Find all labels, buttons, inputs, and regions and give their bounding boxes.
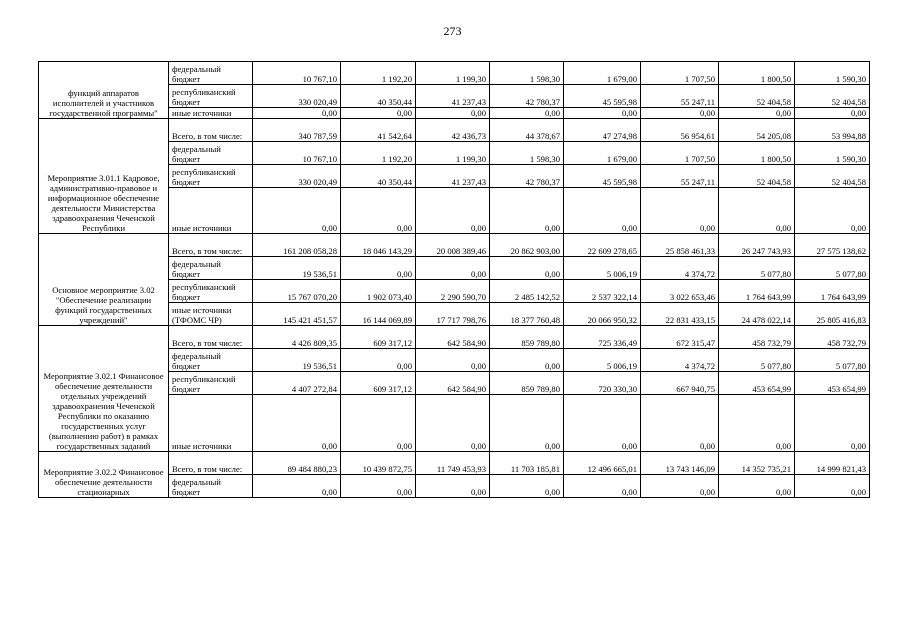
amount-cell: 0,00 xyxy=(416,475,490,498)
amount-cell: 3 022 653,46 xyxy=(641,280,719,303)
amount-cell: 11 703 185,81 xyxy=(490,452,564,475)
amount-cell: 52 404,58 xyxy=(795,165,870,188)
amount-cell: 0,00 xyxy=(795,108,870,119)
funding-source: республиканский бюджет xyxy=(169,280,253,303)
amount-cell: 0,00 xyxy=(253,188,341,234)
amount-cell: 0,00 xyxy=(795,475,870,498)
amount-cell: 12 496 665,01 xyxy=(564,452,641,475)
amount-cell: 0,00 xyxy=(416,108,490,119)
amount-cell: 0,00 xyxy=(253,395,341,452)
amount-cell: 642 584,90 xyxy=(416,372,490,395)
amount-cell: 10 439 872,75 xyxy=(341,452,416,475)
amount-cell: 55 247,11 xyxy=(641,85,719,108)
funding-source: республиканский бюджет xyxy=(169,165,253,188)
amount-cell: 0,00 xyxy=(416,395,490,452)
amount-cell: 5 077,80 xyxy=(795,349,870,372)
table-row xyxy=(39,326,870,349)
activity-description: Основное мероприятие 3.02 "Обеспечение реализации функций государственных учреждений" xyxy=(39,234,169,326)
amount-cell: 609 317,12 xyxy=(341,326,416,349)
amount-cell: 453 654,99 xyxy=(795,372,870,395)
amount-cell: 47 274,98 xyxy=(564,119,641,142)
amount-cell: 4 426 809,35 xyxy=(253,326,341,349)
amount-cell: 0,00 xyxy=(253,108,341,119)
amount-cell: 56 954,61 xyxy=(641,119,719,142)
amount-cell: 609 317,12 xyxy=(341,372,416,395)
amount-cell: 20 862 903,00 xyxy=(490,234,564,257)
funding-source: иные источники xyxy=(169,395,253,452)
funding-source: Всего, в том числе: xyxy=(169,452,253,475)
amount-cell: 859 789,80 xyxy=(490,326,564,349)
amount-cell: 0,00 xyxy=(416,349,490,372)
amount-cell: 25 858 461,33 xyxy=(641,234,719,257)
amount-cell: 4 407 272,84 xyxy=(253,372,341,395)
amount-cell: 19 536,51 xyxy=(253,349,341,372)
amount-cell: 1 598,30 xyxy=(490,62,564,85)
amount-cell: 10 767,10 xyxy=(253,62,341,85)
amount-cell: 40 350,44 xyxy=(341,165,416,188)
amount-cell: 25 805 416,83 xyxy=(795,303,870,326)
amount-cell: 0,00 xyxy=(719,395,795,452)
amount-cell: 1 800,50 xyxy=(719,142,795,165)
amount-cell: 330 020,49 xyxy=(253,85,341,108)
amount-cell: 5 006,19 xyxy=(564,257,641,280)
amount-cell: 0,00 xyxy=(341,188,416,234)
funding-source: иные источники xyxy=(169,108,253,119)
amount-cell: 22 831 433,15 xyxy=(641,303,719,326)
amount-cell: 145 421 451,57 xyxy=(253,303,341,326)
amount-cell: 16 144 069,89 xyxy=(341,303,416,326)
amount-cell: 14 352 735,21 xyxy=(719,452,795,475)
amount-cell: 5 077,80 xyxy=(719,349,795,372)
funding-source: федеральный бюджет xyxy=(169,142,253,165)
amount-cell: 0,00 xyxy=(564,188,641,234)
amount-cell: 41 237,43 xyxy=(416,85,490,108)
amount-cell: 54 205,08 xyxy=(719,119,795,142)
amount-cell: 53 994,88 xyxy=(795,119,870,142)
amount-cell: 0,00 xyxy=(719,108,795,119)
amount-cell: 1 707,50 xyxy=(641,142,719,165)
amount-cell: 5 077,80 xyxy=(719,257,795,280)
amount-cell: 0,00 xyxy=(416,188,490,234)
amount-cell: 330 020,49 xyxy=(253,165,341,188)
amount-cell: 1 800,50 xyxy=(719,62,795,85)
amount-cell: 27 575 138,62 xyxy=(795,234,870,257)
amount-cell: 1 902 073,40 xyxy=(341,280,416,303)
amount-cell: 672 315,47 xyxy=(641,326,719,349)
amount-cell: 0,00 xyxy=(719,475,795,498)
amount-cell: 0,00 xyxy=(564,395,641,452)
amount-cell: 52 404,58 xyxy=(719,85,795,108)
amount-cell: 42 780,37 xyxy=(490,165,564,188)
amount-cell: 0,00 xyxy=(341,475,416,498)
amount-cell: 1 764 643,99 xyxy=(719,280,795,303)
amount-cell: 0,00 xyxy=(795,188,870,234)
amount-cell: 1 590,30 xyxy=(795,62,870,85)
funding-source: республиканский бюджет xyxy=(169,85,253,108)
amount-cell: 17 717 798,76 xyxy=(416,303,490,326)
amount-cell: 0,00 xyxy=(795,395,870,452)
funding-source: Всего, в том числе: xyxy=(169,326,253,349)
amount-cell: 2 485 142,52 xyxy=(490,280,564,303)
funding-source: Всего, в том числе: xyxy=(169,234,253,257)
amount-cell: 859 789,80 xyxy=(490,372,564,395)
amount-cell: 5 077,80 xyxy=(795,257,870,280)
amount-cell: 55 247,11 xyxy=(641,165,719,188)
funding-source: иные источники (ТФОМС ЧР) xyxy=(169,303,253,326)
amount-cell: 4 374,72 xyxy=(641,349,719,372)
amount-cell: 19 536,51 xyxy=(253,257,341,280)
amount-cell: 0,00 xyxy=(719,188,795,234)
amount-cell: 18 046 143,29 xyxy=(341,234,416,257)
table-row xyxy=(39,119,870,142)
amount-cell: 22 609 278,65 xyxy=(564,234,641,257)
amount-cell: 2 537 322,14 xyxy=(564,280,641,303)
activity-description: Мероприятие 3.02.2 Финансовое обеспечение деятельности стационарных xyxy=(39,452,169,498)
amount-cell: 10 767,10 xyxy=(253,142,341,165)
amount-cell: 0,00 xyxy=(564,108,641,119)
amount-cell: 458 732,79 xyxy=(719,326,795,349)
amount-cell: 0,00 xyxy=(341,108,416,119)
amount-cell: 1 199,30 xyxy=(416,142,490,165)
amount-cell: 18 377 760,48 xyxy=(490,303,564,326)
amount-cell: 89 484 880,23 xyxy=(253,452,341,475)
amount-cell: 45 595,98 xyxy=(564,165,641,188)
amount-cell: 1 764 643,99 xyxy=(795,280,870,303)
activity-description: Мероприятие 3.01.1 Кадровое, административно-правовое и информационное обеспечение деятельности Министерства здравоохранения Чеченской Республики xyxy=(39,119,169,234)
amount-cell: 52 404,58 xyxy=(719,165,795,188)
amount-cell: 41 542,64 xyxy=(341,119,416,142)
amount-cell: 0,00 xyxy=(341,349,416,372)
funding-source: иные источники xyxy=(169,188,253,234)
amount-cell: 2 290 590,70 xyxy=(416,280,490,303)
table-row xyxy=(39,62,870,85)
amount-cell: 0,00 xyxy=(490,257,564,280)
amount-cell: 0,00 xyxy=(641,108,719,119)
amount-cell: 42 436,73 xyxy=(416,119,490,142)
activity-description: Мероприятие 3.02.1 Финансовое обеспечение деятельности отдельных учреждений здравоохранения Чеченской Республики по оказанию государственных услуг (выполнению работ) в рамках государственных заданий xyxy=(39,326,169,452)
amount-cell: 1 679,00 xyxy=(564,62,641,85)
funding-source: федеральный бюджет xyxy=(169,62,253,85)
amount-cell: 0,00 xyxy=(490,188,564,234)
budget-table xyxy=(38,61,870,498)
amount-cell: 1 707,50 xyxy=(641,62,719,85)
amount-cell: 720 330,30 xyxy=(564,372,641,395)
amount-cell: 40 350,44 xyxy=(341,85,416,108)
amount-cell: 1 679,00 xyxy=(564,142,641,165)
amount-cell: 0,00 xyxy=(416,257,490,280)
amount-cell: 1 590,30 xyxy=(795,142,870,165)
amount-cell: 15 767 070,20 xyxy=(253,280,341,303)
amount-cell: 0,00 xyxy=(641,188,719,234)
amount-cell: 0,00 xyxy=(490,108,564,119)
amount-cell: 642 584,90 xyxy=(416,326,490,349)
funding-source: Всего, в том числе: xyxy=(169,119,253,142)
amount-cell: 0,00 xyxy=(341,257,416,280)
amount-cell: 13 743 146,09 xyxy=(641,452,719,475)
amount-cell: 453 654,99 xyxy=(719,372,795,395)
amount-cell: 0,00 xyxy=(341,395,416,452)
amount-cell: 26 247 743,93 xyxy=(719,234,795,257)
amount-cell: 161 208 058,28 xyxy=(253,234,341,257)
amount-cell: 41 237,43 xyxy=(416,165,490,188)
amount-cell: 0,00 xyxy=(253,475,341,498)
amount-cell: 4 374,72 xyxy=(641,257,719,280)
amount-cell: 0,00 xyxy=(641,395,719,452)
amount-cell: 0,00 xyxy=(490,475,564,498)
amount-cell: 1 192,20 xyxy=(341,62,416,85)
amount-cell: 0,00 xyxy=(641,475,719,498)
amount-cell: 458 732,79 xyxy=(795,326,870,349)
funding-source: федеральный бюджет xyxy=(169,475,253,498)
amount-cell: 667 940,75 xyxy=(641,372,719,395)
table-row xyxy=(39,234,870,257)
amount-cell: 20 008 389,46 xyxy=(416,234,490,257)
amount-cell: 42 780,37 xyxy=(490,85,564,108)
amount-cell: 1 598,30 xyxy=(490,142,564,165)
amount-cell: 24 478 022,14 xyxy=(719,303,795,326)
amount-cell: 45 595,98 xyxy=(564,85,641,108)
amount-cell: 1 199,30 xyxy=(416,62,490,85)
activity-description: функций аппаратов исполнителей и участников государственной программы" xyxy=(39,62,169,119)
amount-cell: 1 192,20 xyxy=(341,142,416,165)
funding-source: федеральный бюджет xyxy=(169,349,253,372)
amount-cell: 44 378,67 xyxy=(490,119,564,142)
amount-cell: 5 006,19 xyxy=(564,349,641,372)
page-number: 273 xyxy=(443,24,462,38)
funding-source: федеральный бюджет xyxy=(169,257,253,280)
budget-table-body xyxy=(39,62,870,498)
amount-cell: 52 404,58 xyxy=(795,85,870,108)
amount-cell: 0,00 xyxy=(490,349,564,372)
amount-cell: 725 336,49 xyxy=(564,326,641,349)
amount-cell: 0,00 xyxy=(490,395,564,452)
amount-cell: 340 787,59 xyxy=(253,119,341,142)
amount-cell: 0,00 xyxy=(564,475,641,498)
table-row xyxy=(39,452,870,475)
amount-cell: 20 066 950,32 xyxy=(564,303,641,326)
funding-source: республиканский бюджет xyxy=(169,372,253,395)
amount-cell: 14 999 821,43 xyxy=(795,452,870,475)
amount-cell: 11 749 453,93 xyxy=(416,452,490,475)
